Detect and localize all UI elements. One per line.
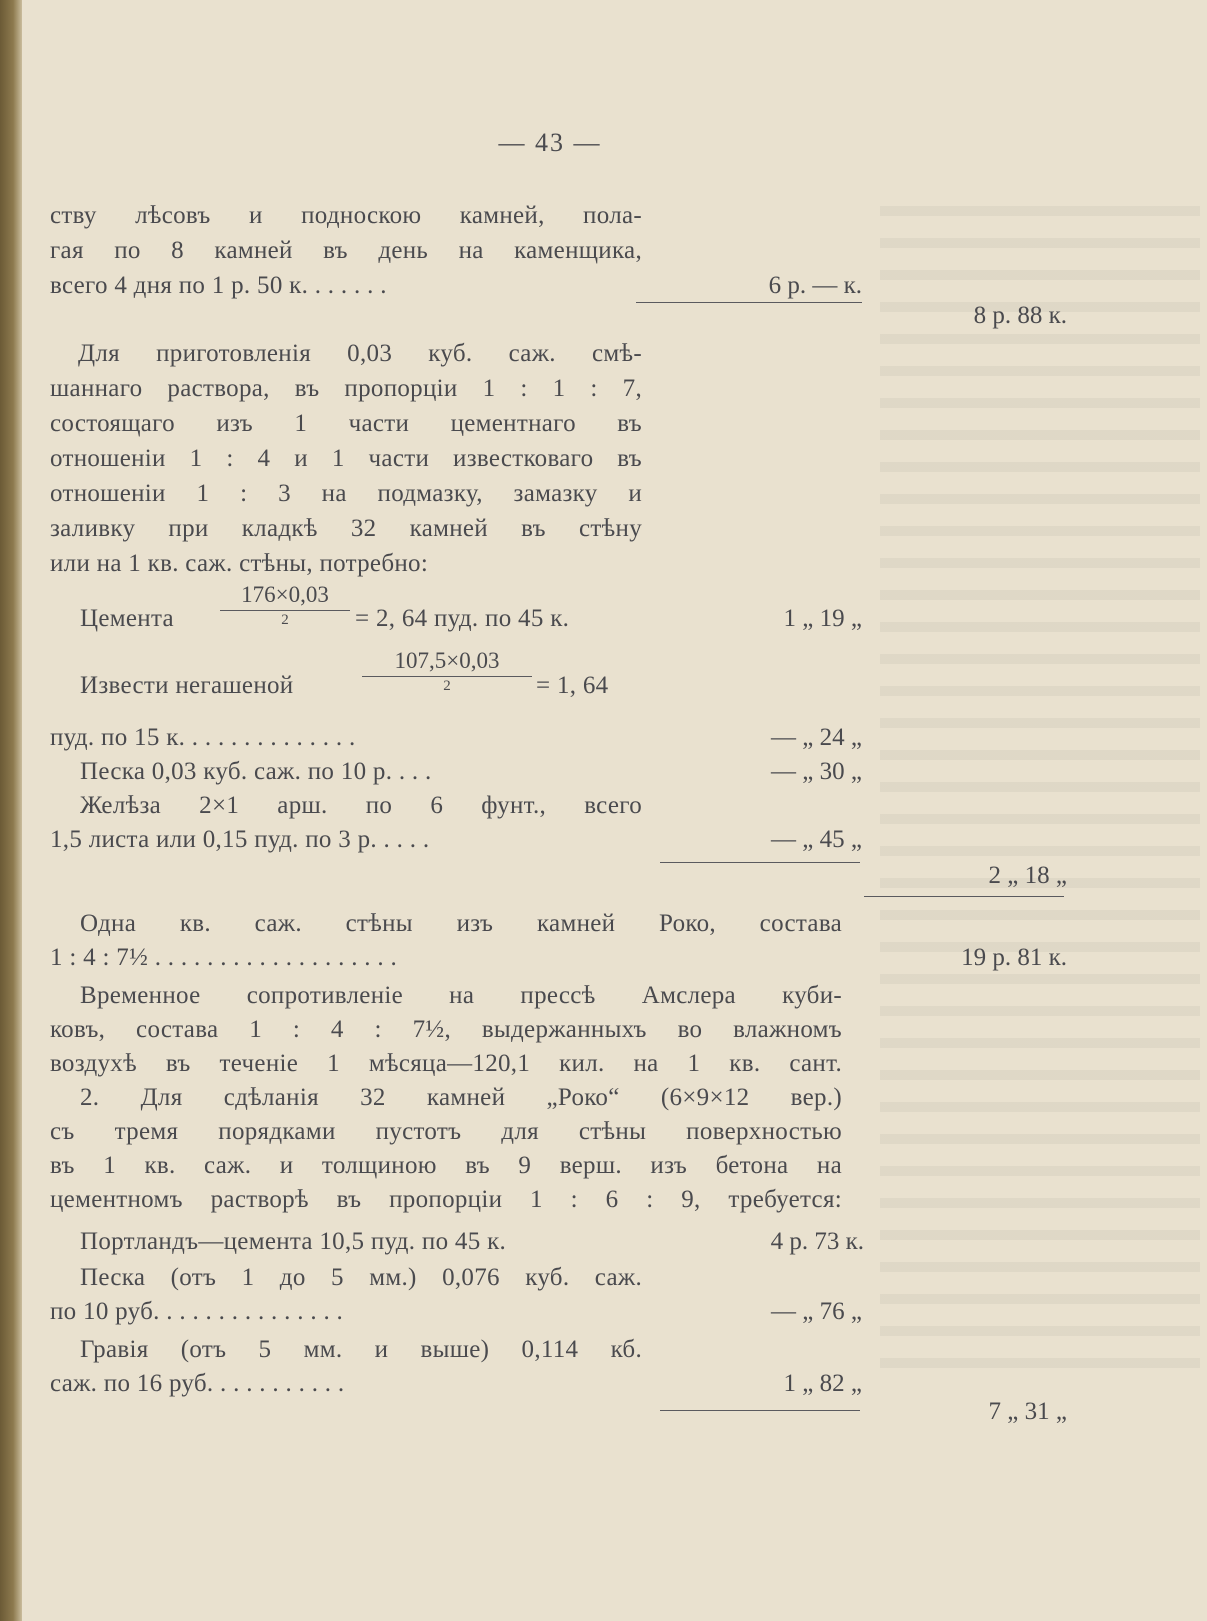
portland-line: Портландъ—цемента 10,5 пуд. по 45 к. xyxy=(80,1228,507,1255)
p3-line-1: Одна кв. саж. стѣны изъ камней Роко, состава xyxy=(80,910,842,937)
cement-rest: = 2, 64 пуд. по 45 к. xyxy=(355,605,570,632)
fraction-bar xyxy=(362,676,532,677)
lime-fraction xyxy=(362,648,532,693)
lime-numerator: 107,5×0,03 xyxy=(394,648,500,673)
gravel-amount: 1 „ 82 „ xyxy=(783,1370,862,1397)
p1-total: 8 р. 88 к. xyxy=(973,302,1067,329)
subtotal-rule xyxy=(636,302,862,303)
cement-denominator: 2 xyxy=(281,612,289,628)
cement-fraction xyxy=(220,582,350,627)
p4-line-3: воздухѣ въ теченіе 1 мѣсяца—120,1 кил. на 1 кв. сант. xyxy=(50,1050,842,1077)
iron-amount: — „ 45 „ xyxy=(771,826,862,853)
bleed-through-shadow xyxy=(880,190,1200,1390)
iron-line-2: 1,5 листа или 0,15 пуд. по 3 р. . . . . xyxy=(50,826,430,853)
total-rule xyxy=(864,896,1064,897)
p3-line-2: 1 : 4 : 7½ . . . . . . . . . . . . . . . . . . . xyxy=(50,944,398,971)
p2-line-2: шаннаго раствора, въ пропорціи 1 : 1 : 7, xyxy=(50,375,642,402)
iron-line-1: Желѣза 2×1 арш. по 6 фунт., всего xyxy=(80,792,642,819)
p5-line-1: 2. Для сдѣланія 32 камней „Роко“ (6×9×12 вер.) xyxy=(80,1084,842,1111)
p2-line-7: или на 1 кв. саж. стѣны, потребно: xyxy=(50,550,429,577)
p1-line-2: гая по 8 камней въ день на каменщика, xyxy=(50,237,642,264)
sand2-amount: — „ 76 „ xyxy=(771,1298,862,1325)
gravel-line-1: Гравія (отъ 5 мм. и выше) 0,114 кб. xyxy=(80,1336,642,1363)
fraction-bar xyxy=(220,610,350,611)
gravel-line-2: саж. по 16 руб. . . . . . . . . . . xyxy=(50,1370,345,1397)
p5-line-3: въ 1 кв. саж. и толщиною въ 9 верш. изъ бетона на xyxy=(50,1152,842,1179)
lime-denominator: 2 xyxy=(443,678,451,694)
page-number: — 43 — xyxy=(498,128,602,157)
p4-line-2: ковъ, состава 1 : 4 : 7½, выдержанныхъ во влажномъ xyxy=(50,1016,842,1043)
lime-label: Извести негашеной xyxy=(80,672,294,699)
p2-line-1: Для приготовленія 0,03 куб. саж. смѣ- xyxy=(78,340,642,367)
sand-amount: — „ 30 „ xyxy=(771,758,862,785)
portland-amount: 4 р. 73 к. xyxy=(770,1228,864,1255)
group1-total: 2 „ 18 „ xyxy=(988,862,1067,889)
cement-label: Цемента xyxy=(80,605,174,632)
p2-line-6: заливку при кладкѣ 32 камней въ стѣну xyxy=(50,515,642,542)
p1-line-3: всего 4 дня по 1 р. 50 к. . . . . . . xyxy=(50,272,387,299)
subtotal-rule xyxy=(660,862,860,863)
book-spine-edge xyxy=(0,0,22,1621)
cement-numerator: 176×0,03 xyxy=(241,582,329,607)
sand-line: Песка 0,03 куб. саж. по 10 р. . . . xyxy=(80,758,432,785)
p5-line-2: съ тремя порядками пустотъ для стѣны поверхностью xyxy=(50,1118,842,1145)
lime-line-2: пуд. по 15 к. . . . . . . . . . . . . . xyxy=(50,724,356,751)
lime-rest: = 1, 64 xyxy=(536,672,609,699)
sand2-line-2: по 10 руб. . . . . . . . . . . . . . . xyxy=(50,1298,344,1325)
p1-line-1: ству лѣсовъ и подноскою камней, пола- xyxy=(50,202,642,229)
p2-line-5: отношеніи 1 : 3 на подмазку, замазку и xyxy=(50,480,642,507)
lime-amount: — „ 24 „ xyxy=(771,724,862,751)
p3-total: 19 р. 81 к. xyxy=(961,944,1067,971)
p1-amount: 6 р. — к. xyxy=(768,272,862,299)
sand2-line-1: Песка (отъ 1 до 5 мм.) 0,076 куб. саж. xyxy=(80,1264,642,1291)
group2-total: 7 „ 31 „ xyxy=(988,1398,1067,1425)
cement-amount: 1 „ 19 „ xyxy=(783,605,862,632)
p2-line-4: отношеніи 1 : 4 и 1 части известковаго въ xyxy=(50,445,642,472)
p2-line-3: состоящаго изъ 1 части цементнаго въ xyxy=(50,410,642,437)
p5-line-4: цементномъ растворѣ въ пропорціи 1 : 6 : 9, требуется: xyxy=(50,1186,842,1213)
subtotal-rule xyxy=(660,1410,860,1411)
p4-line-1: Временное сопротивленіе на прессѣ Амслера куби- xyxy=(80,982,842,1009)
